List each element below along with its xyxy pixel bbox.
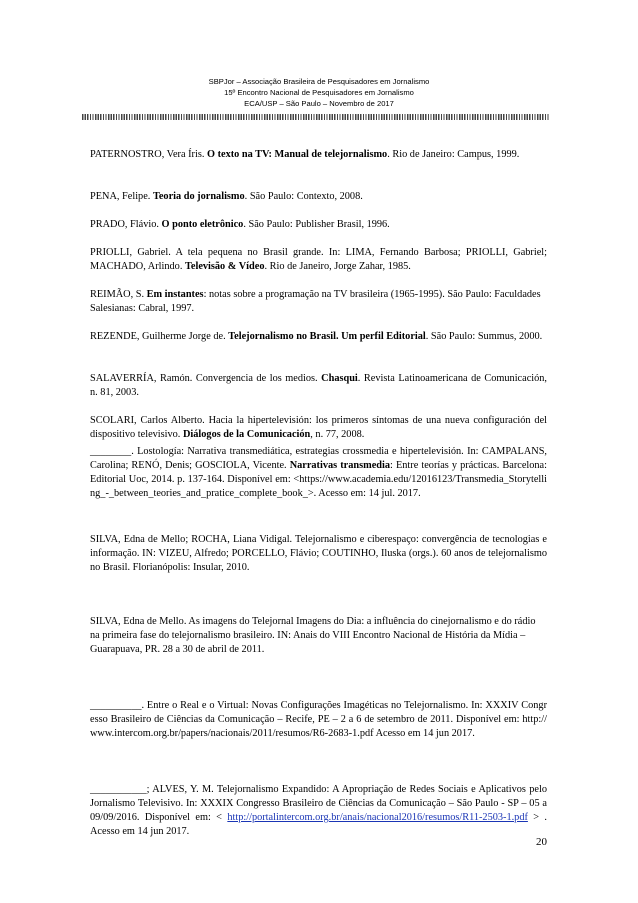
reference-item: ________. Lostología: Narrativa transmediática, estrategias crossmedia e hipertelevisión. In: CAMPALANS, Carolina; RENÓ, Denis; GOSCIOLA, Vicente. Narrativas transmedia: Entre teorías y prácticas. Barcelona: Editorial Uoc, 2014. p. 137-164. Disponível em: <https://www.academia.edu/12016123/Transmedia_Storytelling_-_between_teories_and_pratice_complete_book_>. Acesso em: 14 jul. 2017. <box>90 446 547 499</box>
reference-item: PATERNOSTRO, Vera Íris. O texto na TV: Manual de telejornalismo. Rio de Janeiro: Campus, 1999. <box>90 149 520 160</box>
header-divider <box>82 114 549 120</box>
header-line-3: ECA/USP – São Paulo – Novembro de 2017 <box>244 99 394 108</box>
header-line-2: 15º Encontro Nacional de Pesquisadores em Jornalismo <box>224 88 414 97</box>
reference-item: __________. Entre o Real e o Virtual: Novas Configurações Imagéticas no Telejornalismo. In: XXXIV Congresso Brasileiro de Ciências da Comunicação – Recife, PE – 2 a 6 de setembro de 2011. Disponível em: http://www.intercom.org.br/papers/nacionais/2011/resumos/R6-2683-1.pdf Acesso em 14 jun 2017. <box>90 700 547 739</box>
reference-item: PRIOLLI, Gabriel. A tela pequena no Brasil grande. In: LIMA, Fernando Barbosa; PRIOLLI, Gabriel; MACHADO, Arlindo. Televisão & Vídeo. Rio de Janeiro, Jorge Zahar, 1985. <box>90 247 547 272</box>
reference-item: PENA, Felipe. Teoria do jornalismo. São Paulo: Contexto, 2008. <box>90 191 363 202</box>
reference-item: SCOLARI, Carlos Alberto. Hacia la hipertelevisión: los primeros síntomas de una nueva configuración del dispositivo televisivo. Diálogos de la Comunicación, n. 77, 2008. <box>90 415 547 440</box>
reference-item: PRADO, Flávio. O ponto eletrônico. São Paulo: Publisher Brasil, 1996. <box>90 219 390 230</box>
page-number: 20 <box>536 836 547 848</box>
reference-link[interactable]: http://portalintercom.org.br/anais/nacional2016/resumos/R11-2503-1.pdf <box>227 812 528 823</box>
conference-header <box>0 76 638 109</box>
header-line-1: SBPJor – Associação Brasileira de Pesquisadores em Jornalismo <box>208 77 430 86</box>
reference-list <box>90 148 547 839</box>
reference-item: ___________; ALVES, Y. M. Telejornalismo Expandido: A Apropriação de Redes Sociais e Aplicativos pelo Jornalismo Televisivo. In: XXXIX Congresso Brasileiro de Ciências da Comunicação – São Paulo - SP – 05 a 09/09/2016. Disponível em: < http://portalintercom.org.br/anais/nacional2016/resumos/R11-2503-1.pdf > . Acesso em 14 jun 2017. <box>90 784 547 837</box>
reference-item: SALAVERRÍA, Ramón. Convergencia de los medios. Chasqui. Revista Latinoamericana de Comunicación, n. 81, 2003. <box>90 373 547 398</box>
reference-item: REIMÃO, S. Em instantes: notas sobre a programação na TV brasileira (1965-1995). São Paulo: Faculdades Salesianas: Cabral, 1997. <box>90 289 541 314</box>
reference-item: SILVA, Edna de Mello; ROCHA, Liana Vidigal. Telejornalismo e ciberespaço: convergência de tecnologias e informação. IN: VIZEU, Alfredo; PORCELLO, Flávio; COUTINHO, Iluska (orgs.). 60 anos de telejornalismo no Brasil. Florianópolis: Insular, 2010. <box>90 534 547 573</box>
reference-item: REZENDE, Guilherme Jorge de. Telejornalismo no Brasil. Um perfil Editorial. São Paulo: Summus, 2000. <box>90 331 543 342</box>
reference-item: SILVA, Edna de Mello. As imagens do Telejornal Imagens do Dia: a influência do cinejornalismo e do rádio na primeira fase do telejornalismo brasileiro. IN: Anais do VIII Encontro Nacional de História da Mídia – Guarapuava, PR. 28 a 30 de abril de 2011. <box>90 616 536 655</box>
